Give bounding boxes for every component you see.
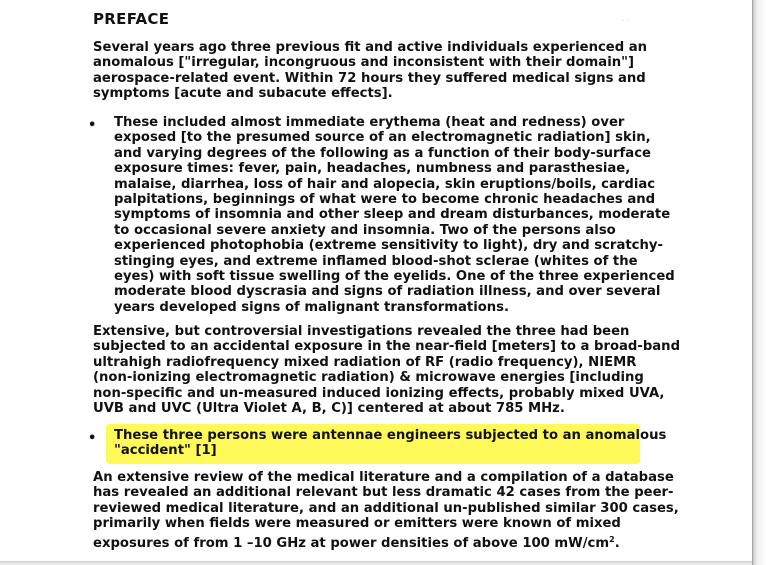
symptoms-line: These included almost immediate erythema (heat and redness) over [114, 115, 625, 130]
symptoms-line: symptoms of insomnia and other sleep and dream disturbances, moderate [114, 207, 671, 223]
review-line: has revealed an additional relevant but less dramatic 42 cases from the peer- [93, 485, 674, 501]
engineers-line: These three persons were antennae engineers subjected to an anomalous [114, 428, 667, 443]
review-line: reviewed medical literature, and an additional un-published similar 300 cases, [93, 500, 679, 516]
bullet-marker: • [88, 118, 97, 133]
intro-line: anomalous ["irregular, incongruous and inconsistent with their domain"] [93, 55, 635, 71]
symptoms-line: exposure times: fever, pain, headaches, numbness and parasthesiae, [114, 161, 631, 177]
investigation-line: (non-ionizing electromagnetic radiation) & microwave energies [including [93, 370, 644, 386]
review-last-text: exposures of from 1 –10 GHz at power densities of above 100 mW/cm [93, 535, 610, 551]
symptoms-line: eyes) with soft tissue swelling of the eyelids. One of the three experienced [114, 269, 675, 285]
intro-paragraph [93, 40, 647, 102]
symptoms-line: and varying degrees of the following as a function of their body-surface [114, 145, 651, 161]
scan-mark: . . [622, 14, 630, 23]
investigation-line: UVB and UVC (Ultra Violet A, B, C)] centered at about 785 MHz. [93, 401, 565, 417]
symptoms-bullet [114, 115, 675, 315]
symptoms-line: experienced photophobia (extreme sensitivity to light), dry and scratchy- [114, 238, 663, 254]
review-line: An extensive review of the medical literature and a compilation of a database [93, 470, 674, 485]
investigation-line: subjected to an accidental exposure in the near-field [meters] to a broad-band [93, 339, 681, 355]
review-line: primarily when fields were measured or emitters were known of mixed [93, 516, 621, 532]
symptoms-line: to occasional severe anxiety and insomnia. Two of the persons also [114, 222, 616, 238]
symptoms-line: moderate blood dyscrasia and signs of radiation illness, and over several [114, 284, 661, 300]
review-period: . [614, 535, 620, 551]
intro-line: Several years ago three previous fit and active individuals experienced an [93, 40, 648, 55]
symptoms-line: palpitations, beginnings of what were to become chronic headaches and [114, 192, 656, 208]
page-bottom-shadow [0, 561, 752, 565]
symptoms-line: malaise, diarrhea, loss of hair and alopecia, skin eruptions/boils, cardiac [114, 176, 656, 192]
intro-line: symptoms [acute and subacute effects]. [93, 86, 393, 102]
investigation-line: ultrahigh radiofrequency mixed radiation of RF (radio frequency), NIEMR [93, 354, 637, 370]
investigation-line: non-specific and un-measured induced ionizing effects, probably mixed UVA, [93, 385, 665, 401]
bullet-marker: • [88, 431, 97, 446]
intro-line: aerospace-related event. Within 72 hours they suffered medical signs and [93, 70, 646, 86]
superscript: 2 [609, 534, 615, 544]
engineers-line: "accident" [1] [114, 443, 217, 459]
page-edge-shadow [752, 0, 766, 565]
engineers-bullet [114, 428, 666, 459]
page-heading: PREFACE [93, 10, 170, 28]
investigation-paragraph [93, 324, 680, 416]
symptoms-line: stinging eyes, and extreme inflamed blood-shot sclerae (whites of the [114, 253, 638, 269]
symptoms-line: exposed [to the presumed source of an electromagnetic radiation] skin, [114, 130, 651, 146]
symptoms-line: years developed signs of malignant transformations. [114, 299, 510, 315]
investigation-line: Extensive, but controversial investigations revealed the three had been [93, 324, 630, 339]
review-line-last [93, 532, 679, 551]
review-paragraph [93, 470, 679, 551]
